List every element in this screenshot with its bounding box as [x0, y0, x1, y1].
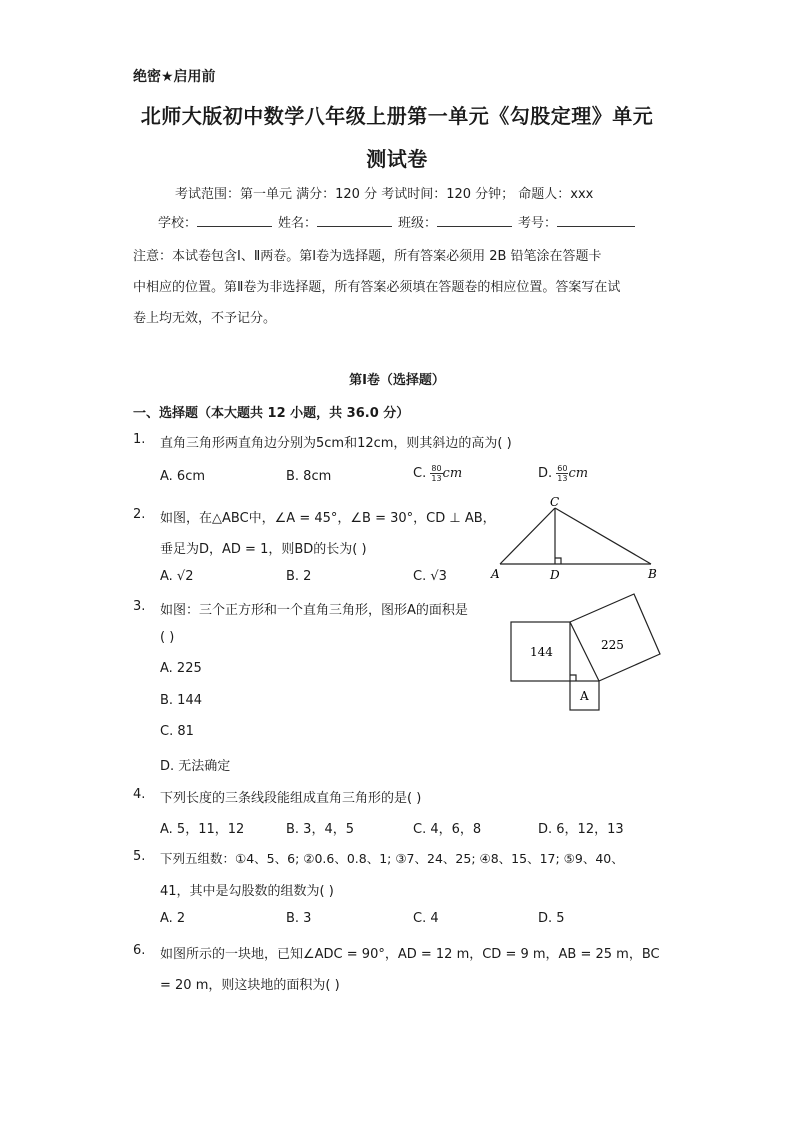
q2-stem-line-1: 如图，在△ABC中，∠A = 45°，∠B = 30°，CD ⊥ AB，: [160, 511, 496, 526]
q3-label-225: 225: [601, 638, 624, 652]
q3-stem-line-2: ( ): [160, 630, 175, 645]
notice-line-3: 卷上均无效，不予记分。: [133, 311, 277, 326]
q2-label-d: D: [550, 568, 560, 582]
q3-option-a[interactable]: A. 225: [160, 661, 202, 676]
section-title: 一、选择题（本大题共 12 小题，共 36.0 分）: [133, 406, 410, 421]
q4-stem: 下列长度的三条线段能组成直角三角形的是( ): [160, 791, 422, 806]
class-blank[interactable]: [437, 212, 512, 227]
q5-option-b[interactable]: B. 3: [286, 911, 312, 926]
q2-option-c[interactable]: C. √3: [413, 569, 447, 584]
page-title: 北师大版初中数学八年级上册第一单元《勾股定理》单元: [140, 104, 654, 128]
part1-title: 第Ⅰ卷（选择题）: [349, 373, 445, 388]
q1-option-c[interactable]: C. $\frac{80}{13}$ cm: [413, 464, 463, 483]
q5-number: 5.: [133, 849, 146, 864]
q1-option-d[interactable]: D. $\frac{60}{13}$ cm: [538, 464, 589, 483]
secret-label: 绝密★启用前: [133, 69, 216, 85]
q3-label-a: A: [580, 689, 589, 703]
q2-stem-line-2: 垂足为D，AD = 1，则BD的长为( ): [160, 542, 367, 557]
q3-number: 3.: [133, 599, 146, 614]
page-title-line2: 测试卷: [366, 147, 428, 171]
q3-label-144: 144: [530, 645, 553, 659]
student-info-fields: [158, 212, 641, 231]
q5-option-c[interactable]: C. 4: [413, 911, 439, 926]
q1-number: 1.: [133, 432, 146, 447]
q3-stem-line-1: 如图：三个正方形和一个直角三角形，图形A的面积是: [160, 603, 468, 618]
name-label: 姓名：: [278, 216, 318, 231]
q5-stem-line-2: 41，其中是勾股数的组数为( ): [160, 884, 334, 899]
class-label: 班级：: [398, 216, 438, 231]
school-label: 学校：: [158, 216, 198, 231]
q3-option-d[interactable]: D. 无法确定: [160, 759, 231, 774]
q6-stem-line-2: = 20 m，则这块地的面积为( ): [160, 978, 340, 993]
q1-option-b[interactable]: B. 8cm: [286, 469, 332, 484]
notice-line-1: 注意：本试卷包含Ⅰ、Ⅱ两卷。第Ⅰ卷为选择题，所有答案必须用 2B 铅笔涂在答题卡: [133, 249, 602, 264]
q1-option-a[interactable]: A. 6cm: [160, 469, 206, 484]
q1-stem: 直角三角形两直角边分别为5cm和12cm，则其斜边的高为( ): [160, 436, 512, 451]
exam-info: 考试范围：第一单元 满分：120 分 考试时间：120 分钟； 命题人：xxx: [175, 187, 594, 202]
q5-option-d[interactable]: D. 5: [538, 911, 565, 926]
q2-triangle-figure: [488, 494, 660, 584]
q4-number: 4.: [133, 787, 146, 802]
q3-option-b[interactable]: B. 144: [160, 693, 202, 708]
q5-stem-line-1: 下列五组数：①4、5、6; ②0.6、0.8、1; ③7、24、25; ④8、15、17; ⑤9、40、: [160, 851, 624, 866]
q2-option-a[interactable]: A. √2: [160, 569, 194, 584]
examno-blank[interactable]: [557, 212, 635, 227]
q6-number: 6.: [133, 943, 146, 958]
q5-option-a[interactable]: A. 2: [160, 911, 186, 926]
q4-option-a[interactable]: A. 5，11，12: [160, 822, 245, 837]
examno-label: 考号：: [518, 216, 558, 231]
q3-squares-figure: [505, 590, 665, 715]
q2-number: 2.: [133, 507, 146, 522]
q4-option-b[interactable]: B. 3，4，5: [286, 822, 354, 837]
q4-option-c[interactable]: C. 4，6，8: [413, 822, 482, 837]
q2-label-b: B: [648, 567, 657, 581]
q3-option-c[interactable]: C. 81: [160, 724, 194, 739]
school-blank[interactable]: [197, 212, 272, 227]
q2-label-c: C: [550, 495, 560, 509]
q4-option-d[interactable]: D. 6，12，13: [538, 822, 624, 837]
notice-line-2: 中相应的位置。第Ⅱ卷为非选择题，所有答案必须填在答题卷的相应位置。答案写在试: [133, 280, 621, 295]
q6-stem-line-1: 如图所示的一块地，已知∠ADC = 90°，AD = 12 m，CD = 9 m，AB = 25 m，BC: [160, 947, 660, 962]
name-blank[interactable]: [317, 212, 392, 227]
q2-label-a: A: [491, 567, 500, 581]
q2-option-b[interactable]: B. 2: [286, 569, 312, 584]
